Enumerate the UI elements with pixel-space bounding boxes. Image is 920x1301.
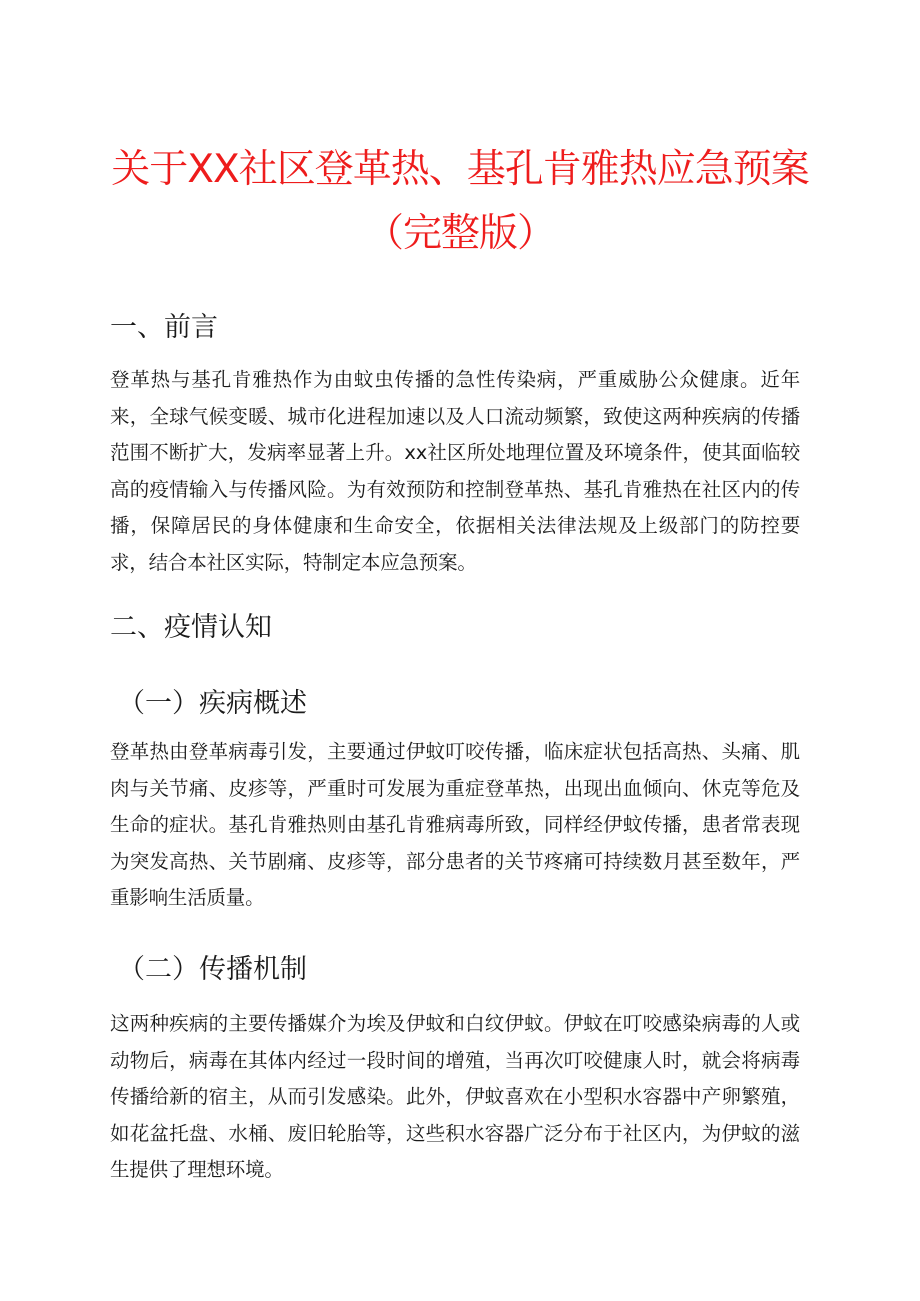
subsection-paragraph-transmission: 这两种疾病的主要传播媒介为埃及伊蚊和白纹伊蚊。伊蚊在叮咬感染病毒的人或动物后，病毒在其体内经过一段时间的增殖，当再次叮咬健康人时，就会将病毒传播给新的宿主，从而引发感染。此外，伊蚊喜欢在小型积水容器中产卵繁殖，如花盆托盘、水桶、废旧轮胎等，这些积水容器广泛分布于社区内，为伊蚊的滋生提供了理想环境。 — [110, 1012, 800, 1181]
document-title: 关于XX社区登革热、基孔肯雅热应急预案（完整版） — [111, 147, 809, 256]
subsection-heading-transmission: （二）传播机制 — [118, 954, 307, 985]
section-heading-epidemic-awareness: 二、疫情认知 — [110, 612, 272, 643]
subsection-heading-disease-overview: （一）疾病概述 — [118, 688, 307, 719]
section-paragraph-preface: 登革热与基孔肯雅热作为由蚊虫传播的急性传染病，严重威胁公众健康。近年来，全球气候变暖、城市化进程加速以及人口流动频繁，致使这两种疾病的传播范围不断扩大，发病率显著上升。xx社区所处地理位置及环境条件，使其面临较高的疫情输入与传播风险。为有效预防和控制登革热、基孔肯雅热在社区内的传播，保障居民的身体健康和生命安全，依据相关法律法规及上级部门的防控要求，结合本社区实际，特制定本应急预案。 — [110, 368, 800, 574]
subsection-paragraph-disease-overview: 登革热由登革病毒引发，主要通过伊蚊叮咬传播，临床症状包括高热、头痛、肌肉与关节痛、皮疹等，严重时可发展为重症登革热，出现出血倾向、休克等危及生命的症状。基孔肯雅热则由基孔肯雅病毒所致，同样经伊蚊传播，患者常表现为突发高热、关节剧痛、皮疹等，部分患者的关节疼痛可持续数月甚至数年，严重影响生活质量。 — [110, 740, 800, 909]
section-heading-preface: 一、前言 — [110, 312, 218, 343]
